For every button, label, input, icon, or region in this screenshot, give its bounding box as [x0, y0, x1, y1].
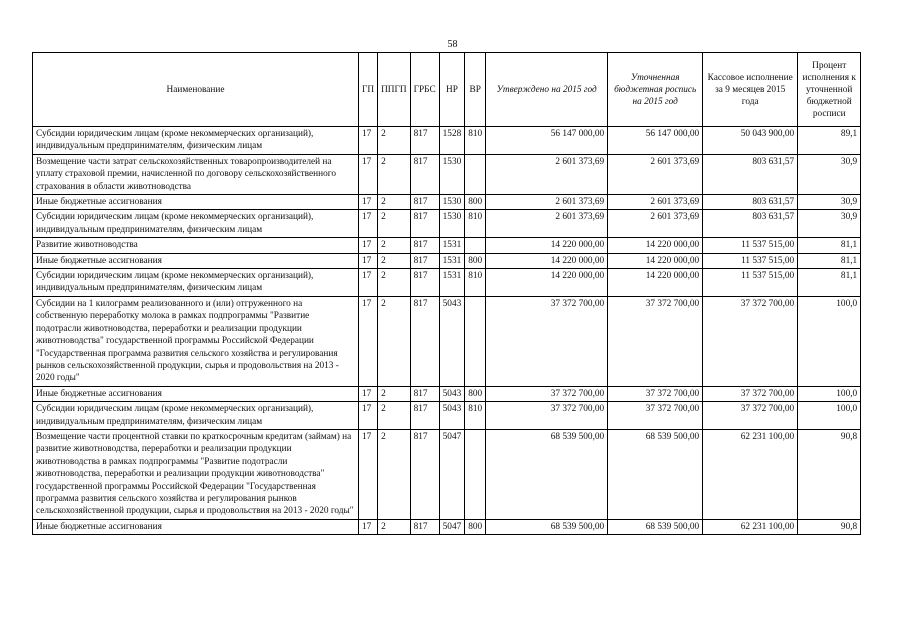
- row-cash: 62 231 100,00: [703, 429, 798, 519]
- row-ppgp: 2: [378, 238, 411, 253]
- row-np: 1530: [439, 154, 465, 194]
- row-cash: 37 372 700,00: [703, 296, 798, 386]
- row-specified: 14 220 000,00: [608, 269, 703, 297]
- table-row: [33, 210, 861, 238]
- row-np: 5043: [439, 386, 465, 401]
- row-gp: 17: [359, 253, 378, 268]
- table-row: [33, 386, 861, 401]
- row-percent: 89,1: [798, 127, 861, 155]
- row-percent: 30,9: [798, 210, 861, 238]
- row-np: 1530: [439, 195, 465, 210]
- row-specified: 2 601 373,69: [608, 195, 703, 210]
- row-ppgp: 2: [378, 402, 411, 430]
- row-percent: 30,9: [798, 195, 861, 210]
- table-row: [33, 154, 861, 194]
- table-row: [33, 519, 861, 534]
- row-vr: 800: [465, 386, 486, 401]
- row-grbs: 817: [410, 195, 439, 210]
- row-gp: 17: [359, 296, 378, 386]
- row-gp: 17: [359, 402, 378, 430]
- row-approved: 37 372 700,00: [486, 296, 608, 386]
- table-row: [33, 269, 861, 297]
- row-grbs: 817: [410, 253, 439, 268]
- row-cash: 62 231 100,00: [703, 519, 798, 534]
- row-grbs: 817: [410, 210, 439, 238]
- row-ppgp: 2: [378, 429, 411, 519]
- row-specified: 56 147 000,00: [608, 127, 703, 155]
- row-np: 1531: [439, 238, 465, 253]
- row-specified: 2 601 373,69: [608, 210, 703, 238]
- row-approved: 37 372 700,00: [486, 386, 608, 401]
- row-approved: 68 539 500,00: [486, 429, 608, 519]
- row-percent: 81,1: [798, 253, 861, 268]
- row-np: 1531: [439, 253, 465, 268]
- row-approved: 14 220 000,00: [486, 253, 608, 268]
- row-vr: [465, 296, 486, 386]
- row-name: Субсидии юридическим лицам (кроме некоммерческих организаций), индивидуальным предпринимателям, физическим лицам: [33, 127, 359, 155]
- row-name: Субсидии юридическим лицам (кроме некоммерческих организаций), индивидуальным предпринимателям, физическим лицам: [33, 269, 359, 297]
- row-percent: 81,1: [798, 269, 861, 297]
- row-gp: 17: [359, 127, 378, 155]
- header-name: Наименование: [33, 53, 359, 127]
- row-percent: 100,0: [798, 386, 861, 401]
- row-np: 1528: [439, 127, 465, 155]
- row-cash: 37 372 700,00: [703, 386, 798, 401]
- row-np: 5043: [439, 402, 465, 430]
- row-gp: 17: [359, 210, 378, 238]
- row-gp: 17: [359, 154, 378, 194]
- row-grbs: 817: [410, 238, 439, 253]
- budget-table: [32, 52, 861, 535]
- page-number: 58: [447, 39, 458, 50]
- row-specified: 68 539 500,00: [608, 429, 703, 519]
- row-ppgp: 2: [378, 127, 411, 155]
- row-grbs: 817: [410, 154, 439, 194]
- row-specified: 14 220 000,00: [608, 238, 703, 253]
- row-vr: 810: [465, 127, 486, 155]
- row-name: Субсидии юридическим лицам (кроме некоммерческих организаций), индивидуальным предпринимателям, физическим лицам: [33, 210, 359, 238]
- row-np: 5043: [439, 296, 465, 386]
- header-gp: ГП: [359, 53, 378, 127]
- table-row: [33, 238, 861, 253]
- row-name: Возмещение части процентной ставки по краткосрочным кредитам (займам) на развитие животноводства, переработки и реализации продукции животноводства в рамках подпрограммы "Развитие подотрасли животноводства, переработки и реализации продукции животноводства" государственной программы Российской Федерации "Государственная программа развития сельского хозяйства и регулирования рынков сельскохозяйственной продукции, сырья и продовольствия на 2013 - 2020 годы": [33, 429, 359, 519]
- row-name: Иные бюджетные ассигнования: [33, 386, 359, 401]
- row-approved: 2 601 373,69: [486, 154, 608, 194]
- row-np: 5047: [439, 519, 465, 534]
- row-approved: 68 539 500,00: [486, 519, 608, 534]
- header-approved: Утверждено на 2015 год: [486, 53, 608, 127]
- row-vr: 810: [465, 269, 486, 297]
- row-cash: 11 537 515,00: [703, 238, 798, 253]
- row-grbs: 817: [410, 402, 439, 430]
- row-cash: 803 631,57: [703, 154, 798, 194]
- row-vr: [465, 154, 486, 194]
- row-name: Субсидии юридическим лицам (кроме некоммерческих организаций), индивидуальным предпринимателям, физическим лицам: [33, 402, 359, 430]
- table-header-row: [33, 53, 861, 127]
- row-cash: 803 631,57: [703, 210, 798, 238]
- header-cash: Кассовое исполнение за 9 месяцев 2015 года: [703, 53, 798, 127]
- row-ppgp: 2: [378, 296, 411, 386]
- row-np: 5047: [439, 429, 465, 519]
- row-cash: 37 372 700,00: [703, 402, 798, 430]
- row-ppgp: 2: [378, 195, 411, 210]
- row-specified: 37 372 700,00: [608, 402, 703, 430]
- row-grbs: 817: [410, 127, 439, 155]
- row-name: Развитие животноводства: [33, 238, 359, 253]
- row-specified: 2 601 373,69: [608, 154, 703, 194]
- row-cash: 50 043 900,00: [703, 127, 798, 155]
- row-percent: 90,8: [798, 519, 861, 534]
- row-cash: 11 537 515,00: [703, 269, 798, 297]
- table-row: [33, 127, 861, 155]
- row-name: Субсидии на 1 килограмм реализованного и (или) отгруженного на собственную переработку молока в рамках подпрограммы "Развитие подотрасли животноводства, переработки и реализации продукции животноводства" государственной программы Российской Федерации "Государственная программа развития сельского хозяйства и регулирования рынков сельскохозяйственной продукции, сырья и продовольствия на 2013 - 2020 годы": [33, 296, 359, 386]
- row-np: 1530: [439, 210, 465, 238]
- row-approved: 2 601 373,69: [486, 210, 608, 238]
- table-row: [33, 195, 861, 210]
- row-percent: 30,9: [798, 154, 861, 194]
- row-np: 1531: [439, 269, 465, 297]
- header-vr: ВР: [465, 53, 486, 127]
- row-name: Иные бюджетные ассигнования: [33, 519, 359, 534]
- table-row: [33, 253, 861, 268]
- row-vr: [465, 238, 486, 253]
- row-name: Возмещение части затрат сельскохозяйственных товаропроизводителей на уплату страховой премии, начисленной по договору сельскохозяйственного страхования в области животноводства: [33, 154, 359, 194]
- row-grbs: 817: [410, 269, 439, 297]
- row-percent: 81,1: [798, 238, 861, 253]
- row-vr: 810: [465, 402, 486, 430]
- row-percent: 100,0: [798, 296, 861, 386]
- row-gp: 17: [359, 429, 378, 519]
- row-vr: 800: [465, 253, 486, 268]
- row-specified: 14 220 000,00: [608, 253, 703, 268]
- row-vr: 800: [465, 195, 486, 210]
- row-ppgp: 2: [378, 154, 411, 194]
- row-ppgp: 2: [378, 253, 411, 268]
- row-specified: 37 372 700,00: [608, 296, 703, 386]
- row-approved: 37 372 700,00: [486, 402, 608, 430]
- row-grbs: 817: [410, 429, 439, 519]
- row-grbs: 817: [410, 386, 439, 401]
- row-cash: 11 537 515,00: [703, 253, 798, 268]
- header-specified: Уточненная бюджетная роспись на 2015 год: [608, 53, 703, 127]
- row-gp: 17: [359, 269, 378, 297]
- table-row: [33, 296, 861, 386]
- row-grbs: 817: [410, 519, 439, 534]
- row-approved: 14 220 000,00: [486, 269, 608, 297]
- row-gp: 17: [359, 195, 378, 210]
- header-grbs: ГРБС: [410, 53, 439, 127]
- row-grbs: 817: [410, 296, 439, 386]
- row-vr: 800: [465, 519, 486, 534]
- row-ppgp: 2: [378, 519, 411, 534]
- row-ppgp: 2: [378, 210, 411, 238]
- row-approved: 2 601 373,69: [486, 195, 608, 210]
- row-percent: 90,8: [798, 429, 861, 519]
- row-vr: 810: [465, 210, 486, 238]
- table-row: [33, 429, 861, 519]
- header-percent: Процент исполнения к уточненной бюджетной росписи: [798, 53, 861, 127]
- row-ppgp: 2: [378, 386, 411, 401]
- header-np: НР: [439, 53, 465, 127]
- row-approved: 14 220 000,00: [486, 238, 608, 253]
- row-specified: 68 539 500,00: [608, 519, 703, 534]
- row-name: Иные бюджетные ассигнования: [33, 195, 359, 210]
- row-name: Иные бюджетные ассигнования: [33, 253, 359, 268]
- row-specified: 37 372 700,00: [608, 386, 703, 401]
- row-cash: 803 631,57: [703, 195, 798, 210]
- table-row: [33, 402, 861, 430]
- row-gp: 17: [359, 519, 378, 534]
- row-approved: 56 147 000,00: [486, 127, 608, 155]
- row-vr: [465, 429, 486, 519]
- row-gp: 17: [359, 386, 378, 401]
- row-gp: 17: [359, 238, 378, 253]
- header-ppgp: ППГП: [378, 53, 411, 127]
- row-ppgp: 2: [378, 269, 411, 297]
- row-percent: 100,0: [798, 402, 861, 430]
